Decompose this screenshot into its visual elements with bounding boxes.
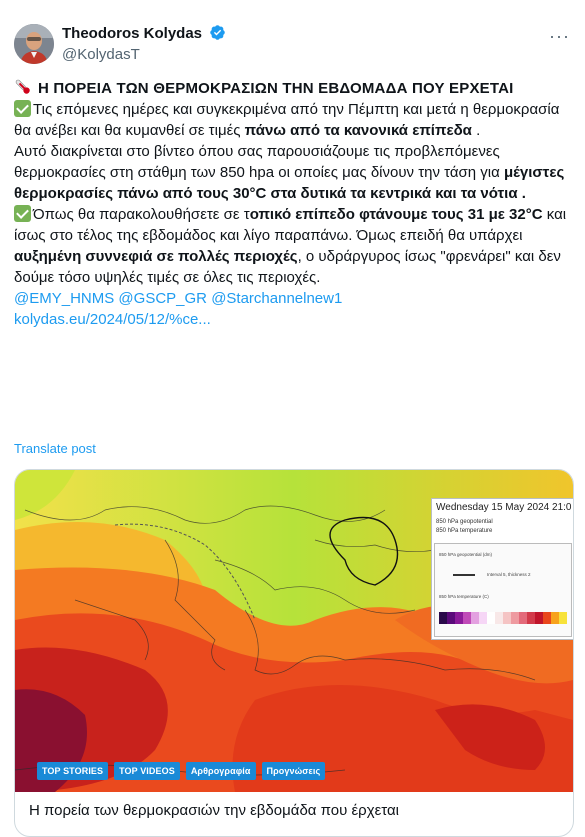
link-card[interactable] [14,469,574,837]
map-layer-2: 850 hPa temperature [436,528,493,534]
mention-emy-hnms[interactable]: @EMY_HNMS [14,290,115,307]
thermometer-icon [14,78,32,96]
legend-label-interval: Interval 5, thickness 2 [487,572,531,577]
legend-label-temperature: 850 hPa temperature (C) [439,594,489,599]
paragraph-3-text-b: και ίσως στο τέλος της εβδομάδος και λίγο παραπάνω. Όμως επειδή θα υπάρχει [14,206,567,244]
legend-panel [434,543,572,637]
map-layer-1: 850 hPa geopotential [436,519,493,525]
map-date: Wednesday 15 May 2024 21:0 [436,502,572,513]
verified-badge-icon [209,24,226,41]
card-title[interactable]: Η πορεία των θερμοκρασιών την εβδομάδα που έρχεται [29,802,399,819]
more-options-icon[interactable]: ··· [549,26,570,46]
paragraph-1-text: Τις επόμενες ημέρες και συγκεκριμένα από την Πέμπτη και μετά η θερμοκρασία θα ανέβει και θα κυμανθεί σε τιμές [14,101,560,139]
mention-starchannel[interactable]: @Starchannelnew1 [211,290,343,307]
temperature-color-scale [439,612,567,624]
paragraph-1-bold: πάνω από τα κανονικά επίπεδα [244,122,472,139]
paragraph-2-bold: μέγιστες θερμοκρασίες πάνω από τους 30°C στα δυτικά τα κεντρικά και τα νότια . [14,164,565,202]
contour-sample-line [453,574,475,576]
tweet-header [14,20,574,70]
mention-gscp-gr[interactable]: @GSCP_GR [118,290,208,307]
tag-prognoseis: Προγνώσεις [262,762,326,780]
tag-top-videos: TOP VIDEOS [114,762,180,780]
category-tags [37,762,325,780]
paragraph-3-bold-b: αυξημένη συννεφιά σε πολλές περιοχές [14,248,298,265]
translate-post-link[interactable]: Translate post [14,441,96,456]
check-mark-icon [14,100,31,117]
tweet-headline: Η ΠΟΡΕΙΑ ΤΩΝ ΘΕΡΜΟΚΡΑΣΙΩΝ ΤΗΝ ΕΒΔΟΜΑΔΑ ΠΟΥ ΕΡΧΕΤΑΙ [38,80,514,97]
paragraph-3-bold-a: οπικό επίπεδο φτάνουμε τους 31 με 32°C [249,206,543,223]
tweet-body [14,78,572,330]
tag-arthrografia: Αρθρογραφία [186,762,256,780]
legend-label-geopotential: 850 hPa geopotential (dm) [439,552,493,557]
paragraph-3-text-c: , ο υδράργυρος ίσως "φρενάρει" και δεν δούμε τόσο υψηλές τιμές σε όλες τις περιοχές. [14,248,561,286]
display-name[interactable]: Theodoros Kolydas [62,25,203,42]
tag-top-stories: TOP STORIES [37,762,108,780]
check-mark-icon [14,205,31,222]
paragraph-1-end: . [471,122,481,139]
user-handle[interactable]: @KolydasT [62,46,140,63]
paragraph-2-text: Αυτό διακρίνεται στο βίντεο όπου σας παρουσιάζουμε τις προβλεπόμενες θερμοκρασίες στη στάθμη των 850 hpa οι οποίες μας δίνουν την τάση για [14,143,504,181]
map-legend [431,498,574,640]
paragraph-3-text-a: Όπως θα παρακολουθήσετε σε τ [33,206,250,223]
tweet-url-link[interactable]: kolydas.eu/2024/05/12/%ce... [14,311,211,328]
avatar[interactable] [14,24,54,64]
